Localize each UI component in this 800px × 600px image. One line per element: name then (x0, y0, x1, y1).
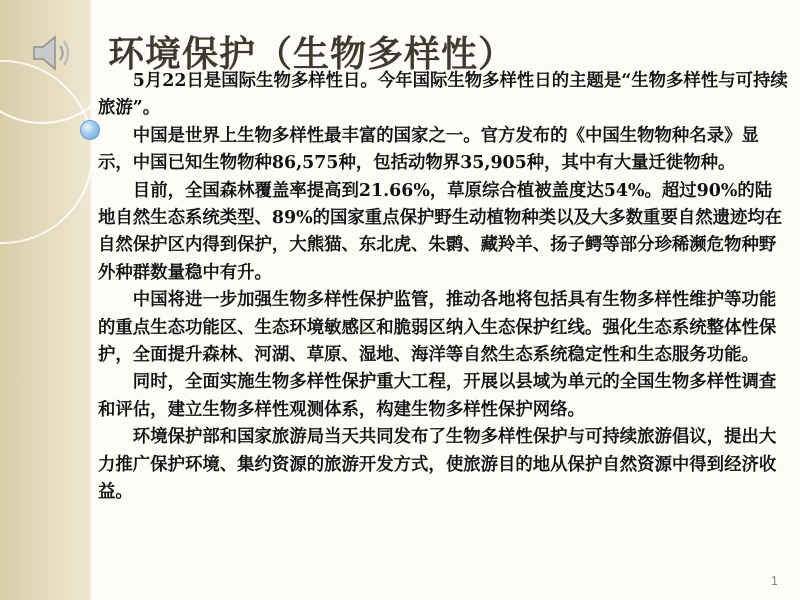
slide-title: 环境保护（生物多样性） (108, 33, 516, 75)
paragraph: 5月22日是国际生物多样性日。今年国际生物多样性日的主题是“生物多样性与可持续旅游”。 (98, 71, 788, 119)
page-number: 1 (770, 573, 778, 588)
paragraph: 环境保护部和国家旅游局当天共同发布了生物多样性保护与可持续旅游倡议，提出大力推广保护环境、集约资源的旅游开发方式，使旅游目的地从保护自然资源中得到经济收益。 (98, 427, 777, 503)
decorative-dot (80, 120, 100, 140)
speaker-icon[interactable] (28, 28, 78, 78)
paragraph: 中国是世界上生物多样性最丰富的国家之一。官方发布的《中国生物物种名录》显示，中国已知生物物种86,575种，包括动物界35,905种，其中有大量迁徙物种。 (98, 125, 759, 174)
paragraph: 同时，全面实施生物多样性保护重大工程，开展以县域为单元的全国生物多样性调查和评估，建立生物多样性观测体系，构建生物多样性保护网络。 (98, 372, 777, 420)
slide-body (98, 68, 788, 507)
paragraph: 目前，全国森林覆盖率提高到21.66%，草原综合植被盖度达54%。超过90%的陆地自然生态系统类型、89%的国家重点保护野生动植物种类以及大多数重要自然遗迹均在自然保护区内得到保护，大熊猫、东北虎、朱鹮、藏羚羊、扬子鳄等部分珍稀濒危物种野外种群数量稳中有升。 (98, 180, 783, 283)
paragraph: 中国将进一步加强生物多样性保护监管，推动各地将包括具有生物多样性维护等功能的重点生态功能区、生态环境敏感区和脆弱区纳入生态保护红线。强化生态系统整体性保护，全面提升森林、河湖、草原、湿地、海洋等自然生态系统稳定性和生态服务功能。 (98, 290, 777, 366)
